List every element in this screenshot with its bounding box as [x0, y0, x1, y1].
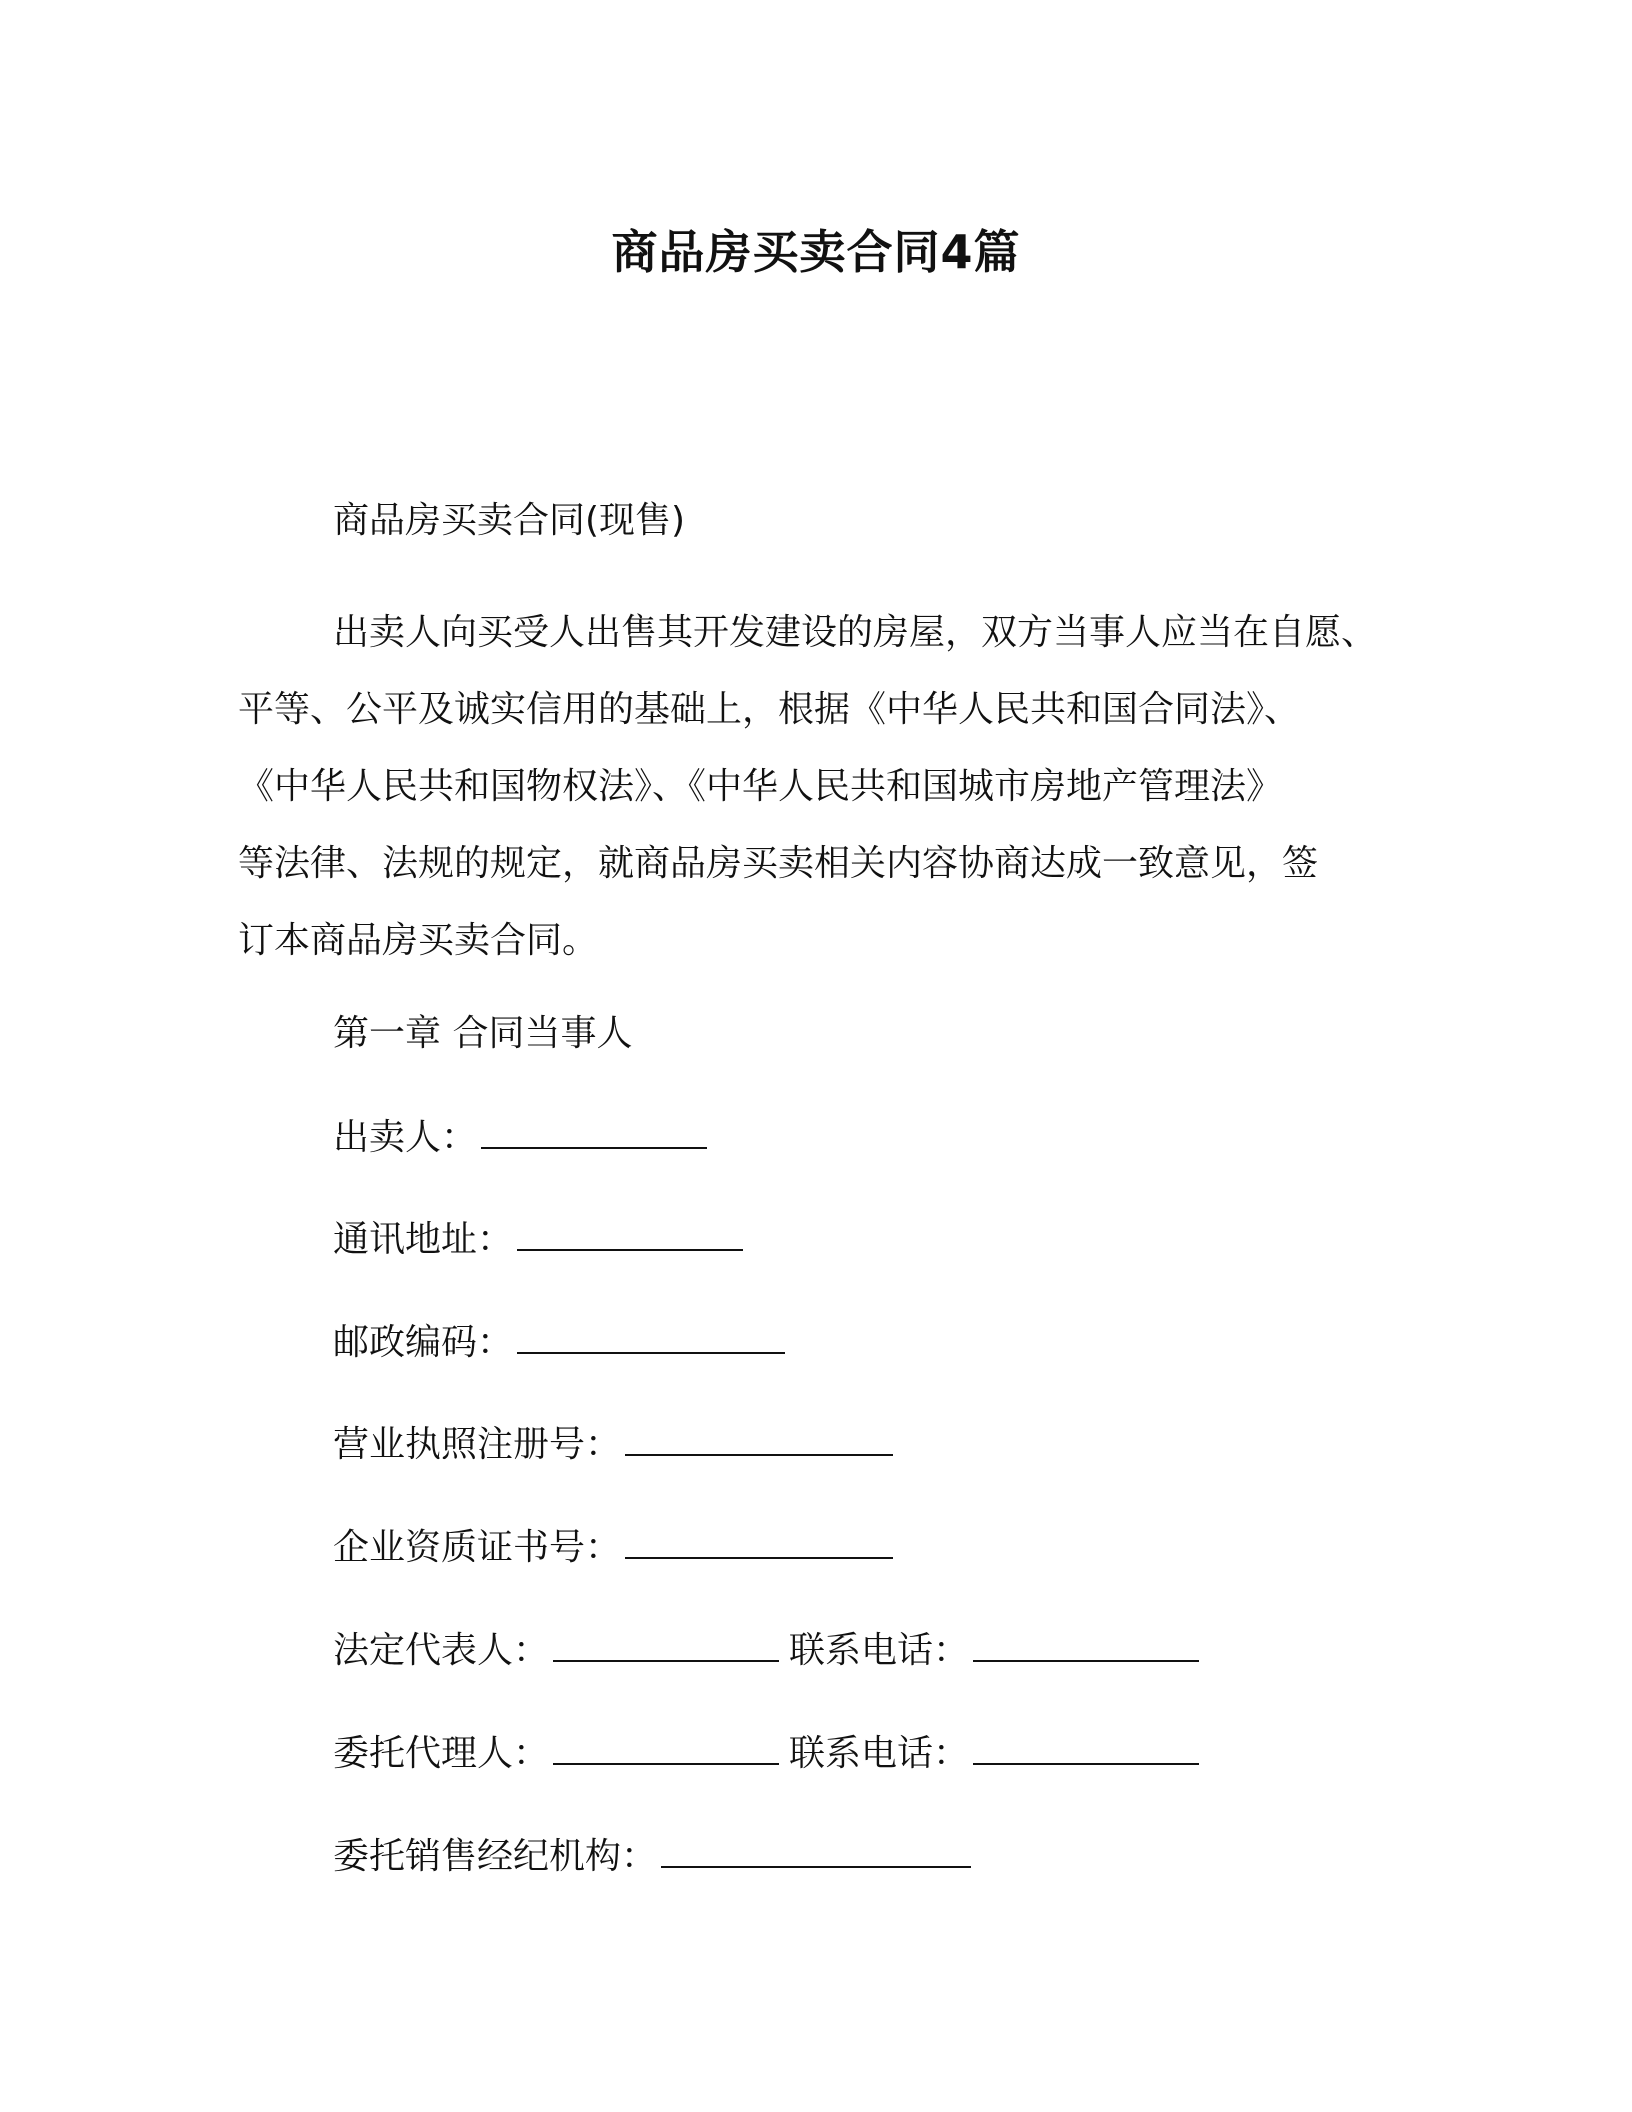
legal-rep-phone-blank[interactable]: [973, 1624, 1199, 1662]
postal-code-field: [333, 1315, 785, 1371]
legal-rep-phone-label: 联系电话：: [789, 1630, 970, 1671]
intro-paragraph: [238, 594, 1438, 979]
business-license-field: [333, 1417, 893, 1473]
postal-code-blank[interactable]: [517, 1316, 785, 1354]
intro-line: 《中华人民共和国物权法》、《中华人民共和国城市房地产管理法》: [238, 766, 1283, 807]
sales-agency-label: 委托销售经纪机构：: [333, 1836, 658, 1877]
legal-rep-field: [333, 1623, 1199, 1679]
qualification-cert-blank[interactable]: [625, 1521, 893, 1559]
business-license-blank[interactable]: [625, 1418, 893, 1456]
document-title: 商品房买卖合同4篇: [611, 225, 1021, 279]
contract-subtitle: 商品房买卖合同(现售): [333, 500, 686, 541]
legal-rep-blank[interactable]: [553, 1624, 779, 1662]
agent-field: [333, 1726, 1199, 1782]
legal-rep-label: 法定代表人：: [333, 1630, 550, 1671]
seller-label: 出卖人：: [333, 1117, 478, 1158]
address-blank[interactable]: [517, 1213, 743, 1251]
sales-agency-blank[interactable]: [661, 1830, 971, 1868]
qualification-cert-label: 企业资质证书号：: [333, 1527, 622, 1568]
seller-field: [333, 1110, 707, 1166]
agent-blank[interactable]: [553, 1727, 779, 1765]
chapter-heading: 第一章 合同当事人: [333, 1013, 633, 1054]
business-license-label: 营业执照注册号：: [333, 1424, 622, 1465]
sales-agency-field: [333, 1829, 971, 1885]
agent-phone-blank[interactable]: [973, 1727, 1199, 1765]
intro-line: 订本商品房买卖合同。: [238, 920, 599, 961]
intro-line: 平等、公平及诚实信用的基础上，根据《中华人民共和国合同法》、: [238, 689, 1301, 730]
intro-line: 等法律、法规的规定，就商品房买卖相关内容协商达成一致意见，签: [238, 843, 1319, 884]
agent-phone-label: 联系电话：: [789, 1733, 970, 1774]
intro-line: 出卖人向买受人出售其开发建设的房屋，双方当事人应当在自愿、: [333, 612, 1378, 653]
postal-code-label: 邮政编码：: [333, 1322, 514, 1363]
agent-label: 委托代理人：: [333, 1733, 550, 1774]
seller-blank[interactable]: [481, 1111, 707, 1149]
address-field: [333, 1212, 743, 1268]
qualification-cert-field: [333, 1520, 893, 1576]
address-label: 通讯地址：: [333, 1219, 514, 1260]
